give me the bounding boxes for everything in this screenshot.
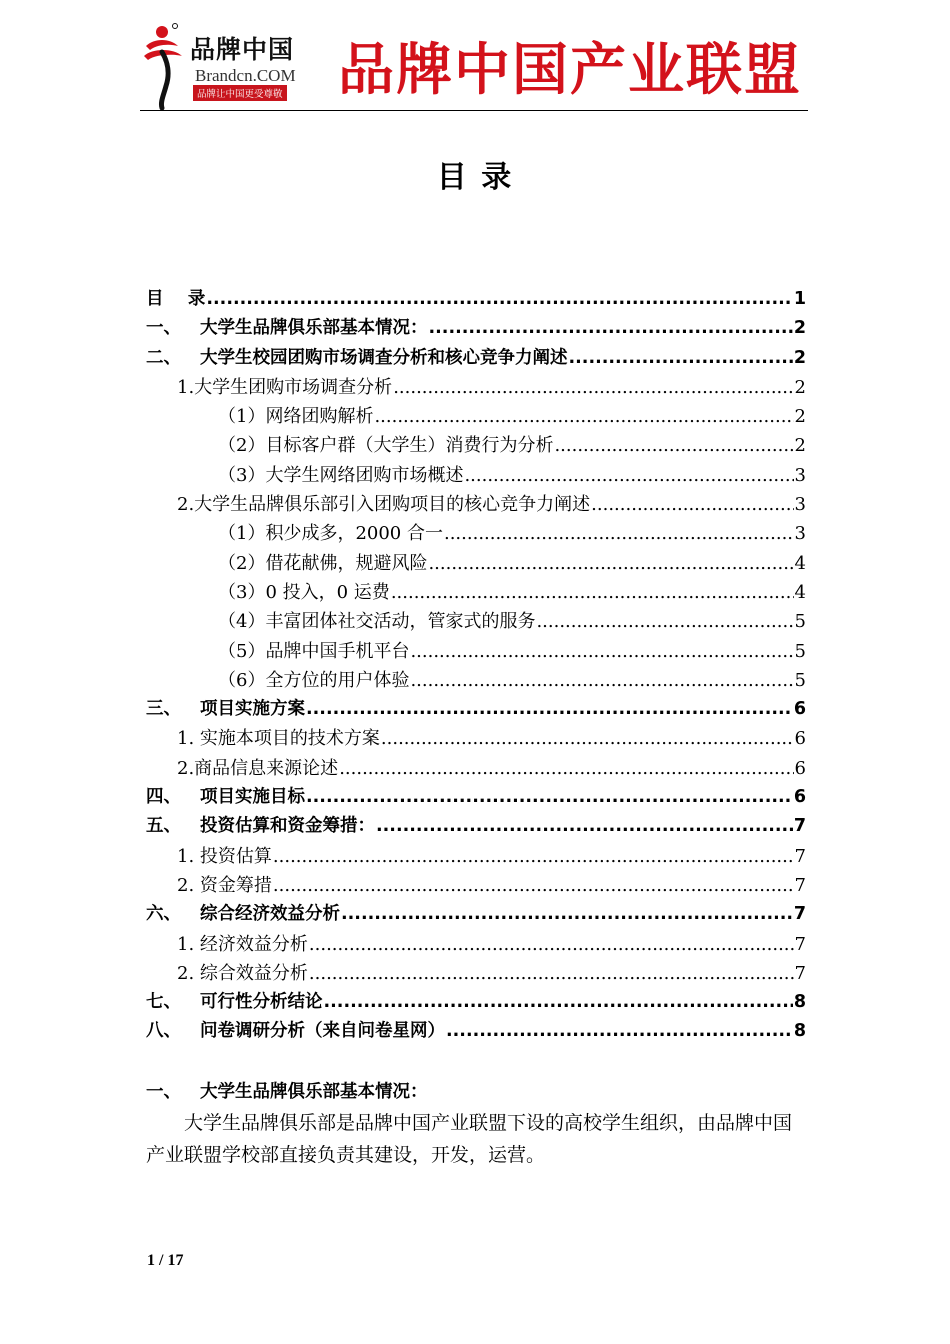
- toc-leader-dots: [306, 695, 793, 724]
- toc-leader-dots: [554, 431, 793, 460]
- toc-leader-dots: [391, 578, 794, 607]
- toc-entry-page: 6: [794, 728, 806, 750]
- header-banner-title: 品牌中国产业联盟: [338, 38, 802, 103]
- toc-entry-title: 可行性分析结论: [200, 992, 323, 1013]
- toc-entry[interactable]: [146, 285, 806, 314]
- toc-entry-page: 7: [794, 962, 806, 984]
- toc-entry[interactable]: [146, 842, 806, 871]
- toc-entry-title: 大学生校园团购市场调查分析和核心竞争力阐述: [200, 347, 568, 368]
- toc-entry[interactable]: [146, 754, 806, 783]
- toc-entry-title: 2. 资金筹措: [177, 874, 272, 896]
- toc-entry-number: 二、: [146, 347, 181, 368]
- toc-entry[interactable]: [146, 695, 806, 724]
- toc-entry-title: （4）丰富团体社交活动，管家式的服务: [218, 611, 536, 633]
- toc-entry-title: 目 录: [146, 289, 206, 309]
- toc-entry[interactable]: [146, 607, 806, 636]
- section-basic-info: [146, 1077, 806, 1171]
- toc-entry-page: 5: [794, 669, 806, 691]
- toc-entry-title: 大学生品牌俱乐部基本情况：: [200, 318, 428, 339]
- section-number: 一、: [146, 1082, 181, 1102]
- toc-entry-title: 2.商品信息来源论述: [177, 757, 339, 779]
- toc-entry-title: 1. 投资估算: [177, 845, 272, 867]
- toc-entry-number: 六、: [146, 904, 181, 925]
- toc-entry-page: 7: [794, 874, 806, 896]
- logo-english-text: Brandcn.COM: [195, 66, 296, 85]
- page-number: 1 / 17: [147, 1252, 184, 1269]
- header-divider: [140, 110, 808, 111]
- toc-entry-title: 投资估算和资金筹措：: [200, 816, 375, 837]
- toc-leader-dots: [410, 666, 793, 695]
- toc-entry-page: 3: [794, 494, 806, 516]
- toc-leader-dots: [339, 754, 793, 783]
- logo-slogan: 品牌让中国更受尊敬: [193, 85, 287, 101]
- toc-entry-page: 7: [793, 816, 806, 837]
- toc-entry[interactable]: [146, 637, 806, 666]
- toc-leader-dots: [569, 344, 793, 373]
- toc-entry-page: 6: [793, 787, 806, 808]
- toc-leader-dots: [429, 314, 793, 343]
- toc-entry-page: 5: [794, 640, 806, 662]
- toc-leader-dots: [464, 461, 793, 490]
- toc-leader-dots: [273, 842, 794, 871]
- toc-entry[interactable]: [146, 812, 806, 841]
- toc-entry[interactable]: [146, 988, 806, 1017]
- toc-entry-page: 2: [794, 435, 806, 457]
- toc-entry-page: 8: [793, 992, 806, 1013]
- toc-entry-page: 7: [794, 845, 806, 867]
- toc-entry-title: （1）网络团购解析: [218, 406, 374, 428]
- toc-leader-dots: [374, 402, 793, 431]
- logo-chinese-text: 品牌中国: [190, 35, 295, 64]
- toc-entry[interactable]: [146, 402, 806, 431]
- toc-leader-dots: [393, 373, 793, 402]
- toc-entry[interactable]: [146, 724, 806, 753]
- toc-leader-dots: [376, 812, 793, 841]
- toc-leader-dots: [410, 637, 793, 666]
- section-heading: [146, 1077, 806, 1107]
- toc-entry[interactable]: [146, 431, 806, 460]
- toc-entry-title: 2.大学生品牌俱乐部引入团购项目的核心竞争力阐述: [177, 494, 591, 516]
- toc-entry-page: 8: [793, 1021, 806, 1042]
- section-paragraph: 大学生品牌俱乐部是品牌中国产业联盟下设的高校学生组织，由品牌中国产业联盟学校部直接负责其建设，开发，运营。: [146, 1112, 793, 1166]
- toc-entry[interactable]: [146, 490, 806, 519]
- toc-entry-title: 项目实施方案: [200, 699, 305, 720]
- toc-leader-dots: [428, 549, 793, 578]
- toc-entry-page: 4: [794, 552, 806, 574]
- toc-entry-page: 3: [794, 523, 806, 545]
- table-of-contents: [146, 285, 806, 1047]
- toc-entry-number: 八、: [146, 1021, 181, 1042]
- toc-entry-title: （5）品牌中国手机平台: [218, 640, 410, 662]
- toc-entry-title: （6）全方位的用户体验: [218, 669, 410, 691]
- toc-entry-page: 6: [793, 699, 806, 720]
- toc-entry[interactable]: [146, 871, 806, 900]
- toc-entry-title: 1. 实施本项目的技术方案: [177, 728, 380, 750]
- toc-entry[interactable]: [146, 373, 806, 402]
- toc-leader-dots: [306, 783, 793, 812]
- toc-leader-dots: [341, 900, 793, 929]
- toc-entry-title: 1. 经济效益分析: [177, 933, 308, 955]
- toc-entry[interactable]: [146, 783, 806, 812]
- toc-entry-number: 七、: [146, 992, 181, 1013]
- toc-leader-dots: [536, 607, 793, 636]
- toc-entry-title: （2）借花献佛，规避风险: [218, 552, 428, 574]
- toc-entry-page: 4: [794, 581, 806, 603]
- toc-entry-page: 7: [793, 904, 806, 925]
- toc-entry-page: 3: [794, 464, 806, 486]
- toc-entry-title: （2）目标客户群（大学生）消费行为分析: [218, 435, 554, 457]
- section-title: 大学生品牌俱乐部基本情况：: [200, 1082, 428, 1102]
- toc-entry[interactable]: [146, 461, 806, 490]
- document-header: [140, 22, 808, 114]
- toc-entry-title: （3）大学生网络团购市场概述: [218, 464, 464, 486]
- toc-entry-page: 2: [794, 406, 806, 428]
- toc-entry[interactable]: [146, 900, 806, 929]
- toc-leader-dots: [446, 1017, 793, 1046]
- brandcn-logo: [140, 22, 330, 110]
- toc-leader-dots: [206, 285, 792, 314]
- toc-entry-number: 五、: [146, 816, 181, 837]
- toc-leader-dots: [591, 490, 793, 519]
- toc-entry-page: 1: [793, 289, 806, 309]
- toc-entry-page: 7: [794, 933, 806, 955]
- toc-entry-title: （1）积少成多，2000 合一: [218, 523, 443, 545]
- toc-entry[interactable]: [146, 549, 806, 578]
- toc-entry-title: 2. 综合效益分析: [177, 962, 308, 984]
- toc-entry[interactable]: [146, 344, 806, 373]
- toc-entry-number: 四、: [146, 787, 181, 808]
- toc-entry[interactable]: [146, 666, 806, 695]
- toc-leader-dots: [309, 930, 794, 959]
- toc-leader-dots: [444, 519, 794, 548]
- toc-entry[interactable]: [146, 1017, 806, 1046]
- page-title: 目 录: [436, 160, 514, 195]
- toc-entry[interactable]: [146, 930, 806, 959]
- toc-entry-page: 6: [794, 757, 806, 779]
- toc-entry-title: 综合经济效益分析: [200, 904, 340, 925]
- toc-entry-number: 一、: [146, 318, 181, 339]
- toc-entry[interactable]: [146, 314, 806, 343]
- toc-leader-dots: [324, 988, 793, 1017]
- toc-entry-number: 三、: [146, 699, 181, 720]
- toc-entry-page: 2: [794, 376, 806, 398]
- toc-entry-title: （3）0 投入，0 运费: [218, 581, 390, 603]
- toc-entry-title: 问卷调研分析（来自问卷星网）: [200, 1021, 445, 1042]
- toc-entry-title: 项目实施目标: [200, 787, 305, 808]
- toc-leader-dots: [381, 724, 794, 753]
- toc-leader-dots: [309, 959, 794, 988]
- toc-entry-page: 2: [793, 347, 806, 368]
- toc-entry-page: 2: [793, 318, 806, 339]
- toc-entry[interactable]: [146, 519, 806, 548]
- toc-entry[interactable]: [146, 959, 806, 988]
- toc-entry-page: 5: [794, 611, 806, 633]
- toc-leader-dots: [273, 871, 794, 900]
- toc-entry[interactable]: [146, 578, 806, 607]
- toc-entry-title: 1.大学生团购市场调查分析: [177, 376, 393, 398]
